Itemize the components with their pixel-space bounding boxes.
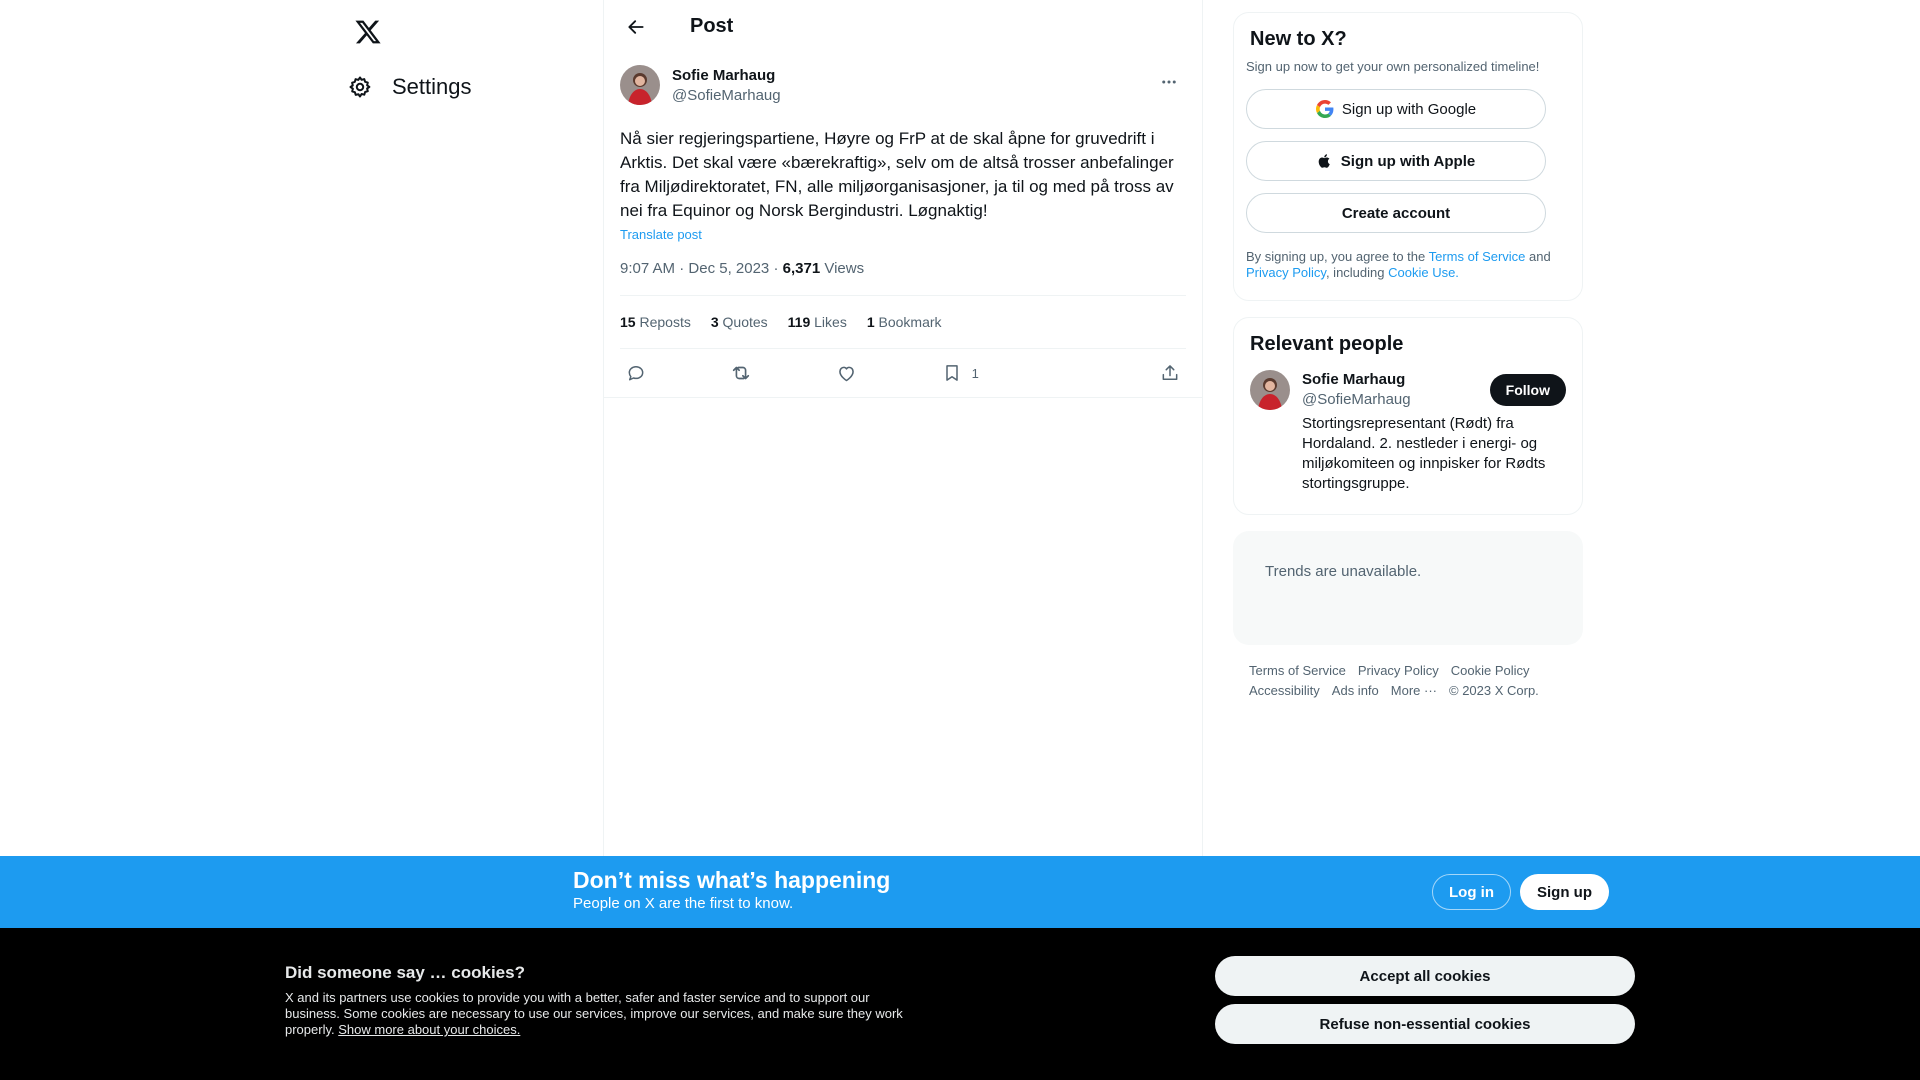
relevant-people-title: Relevant people xyxy=(1250,333,1404,355)
terms-link[interactable]: Terms of Service xyxy=(1428,249,1526,264)
signup-legal: By signing up, you agree to the Terms of Service and Privacy Policy, including Cookie Use. xyxy=(1246,249,1551,280)
refuse-cookies-button[interactable]: Refuse non-essential cookies xyxy=(1215,1004,1635,1044)
privacy-link[interactable]: Privacy Policy xyxy=(1246,265,1326,280)
post-header xyxy=(620,65,1186,113)
back-button[interactable] xyxy=(620,11,652,43)
create-account-button[interactable]: Create account xyxy=(1246,193,1546,233)
trends-unavailable-text: Trends are unavailable. xyxy=(1265,563,1422,580)
relevant-person[interactable] xyxy=(1250,370,1566,494)
cookie-use-link[interactable]: Cookie Use. xyxy=(1388,265,1459,280)
views-count: 6,371 xyxy=(782,260,821,277)
signup-google-label: Sign up with Google xyxy=(1341,100,1477,118)
share-icon xyxy=(1156,359,1184,387)
bookmark-icon xyxy=(938,359,966,387)
person-avatar[interactable] xyxy=(1250,370,1290,410)
page-header xyxy=(604,0,1202,53)
signup-card xyxy=(1233,12,1583,301)
like-button[interactable] xyxy=(832,356,860,390)
quotes-stat[interactable]: 3 Quotes xyxy=(710,314,768,330)
cookie-banner xyxy=(0,928,1920,1080)
footer-link[interactable]: Accessibility xyxy=(1249,683,1320,698)
reply-icon xyxy=(622,359,650,387)
follow-button[interactable]: Follow xyxy=(1490,374,1566,406)
accept-cookies-button[interactable]: Accept all cookies xyxy=(1215,956,1635,996)
author-handle[interactable]: @SofieMarhaug xyxy=(672,87,781,104)
bottom-bar-subtitle: People on X are the first to know. xyxy=(573,895,794,912)
translate-post-link[interactable]: Translate post xyxy=(620,227,702,242)
nav-item-settings[interactable] xyxy=(346,68,484,106)
right-sidebar xyxy=(1233,0,1583,701)
likes-stat[interactable]: 119 Likes xyxy=(787,314,847,330)
signup-apple-label: Sign up with Apple xyxy=(1340,152,1476,170)
reply-button[interactable] xyxy=(622,356,650,390)
signup-bottom-bar xyxy=(0,856,1920,928)
sidebar-footer xyxy=(1233,661,1583,701)
cookie-choices-link[interactable]: Show more about your choices. xyxy=(338,1022,521,1037)
gear-icon xyxy=(346,73,374,101)
footer-link[interactable]: Privacy Policy xyxy=(1357,663,1439,678)
google-icon xyxy=(1316,100,1334,118)
bookmarks-stat[interactable]: 1 Bookmark xyxy=(866,314,942,330)
views-label: Views xyxy=(824,260,865,277)
cookie-text: X and its partners use cookies to provide you with a better, safer and faster service and to support our business. Some cookies are necessary to use our services, improve our services, and make sure they work properly. Show more about your choices. xyxy=(285,990,903,1037)
footer-link[interactable]: Ads info xyxy=(1331,683,1379,698)
author-avatar[interactable] xyxy=(620,65,660,105)
trends-panel xyxy=(1233,531,1583,645)
cookie-title: Did someone say … cookies? xyxy=(285,963,525,982)
bottom-bar-title: Don’t miss what’s happening xyxy=(573,867,891,893)
login-button[interactable]: Log in xyxy=(1432,874,1511,910)
more-icon xyxy=(1160,73,1178,91)
signup-button[interactable]: Sign up xyxy=(1520,874,1609,910)
person-handle[interactable]: @SofieMarhaug xyxy=(1302,391,1411,408)
relevant-people-card xyxy=(1233,317,1583,515)
x-logo-icon[interactable] xyxy=(346,10,390,54)
person-bio: Stortingsrepresentant (Rødt) fra Hordaland. 2. nestleder i energi- og miljøkomiteen og innpisker for Rødts stortingsgruppe. xyxy=(1302,415,1546,492)
post-meta: 9:07 AM · Dec 5, 2023 · 6,371 Views xyxy=(620,259,1186,296)
apple-icon xyxy=(1317,152,1333,170)
signup-subtitle: Sign up now to get your own personalized timeline! xyxy=(1246,59,1540,74)
share-button[interactable] xyxy=(1156,356,1184,390)
footer-link[interactable]: Terms of Service xyxy=(1249,663,1346,678)
heart-icon xyxy=(832,359,860,387)
footer-link[interactable]: Cookie Policy xyxy=(1450,663,1530,678)
arrow-left-icon xyxy=(626,17,646,37)
nav-settings-label: Settings xyxy=(392,74,472,99)
repost-button[interactable] xyxy=(727,356,755,390)
more-options-button[interactable] xyxy=(1152,65,1186,99)
footer-copyright: © 2023 X Corp. xyxy=(1449,683,1539,698)
signup-google-button[interactable] xyxy=(1246,89,1546,129)
reposts-stat[interactable]: 15 Reposts xyxy=(620,314,691,330)
footer-more-link[interactable]: More ··· xyxy=(1390,683,1437,698)
post xyxy=(604,53,1202,398)
bookmark-button[interactable] xyxy=(938,356,1079,390)
signup-title: New to X? xyxy=(1250,28,1347,50)
post-actions xyxy=(620,349,1186,397)
post-date[interactable]: Dec 5, 2023 xyxy=(688,260,770,277)
signup-apple-button[interactable] xyxy=(1246,141,1546,181)
post-time[interactable]: 9:07 AM xyxy=(620,260,676,277)
post-stats xyxy=(620,296,1186,349)
person-name[interactable]: Sofie Marhaug xyxy=(1302,371,1406,388)
repost-icon xyxy=(727,359,755,387)
author-display-name[interactable]: Sofie Marhaug xyxy=(672,67,776,84)
page-title: Post xyxy=(690,15,734,37)
bookmark-count: 1 xyxy=(971,365,979,381)
post-text: Nå sier regjeringspartiene, Høyre og FrP at de skal åpne for gruvedrift i Arktis. Det skal være «bærekraftig», selv om de altså trosser anbefalinger fra Miljødirektoratet, FN, alle miljøorganisasjoner, ja til og med på tross av nei fra Equinor og Norsk Bergindustri. Løgnaktig! xyxy=(620,129,1174,220)
